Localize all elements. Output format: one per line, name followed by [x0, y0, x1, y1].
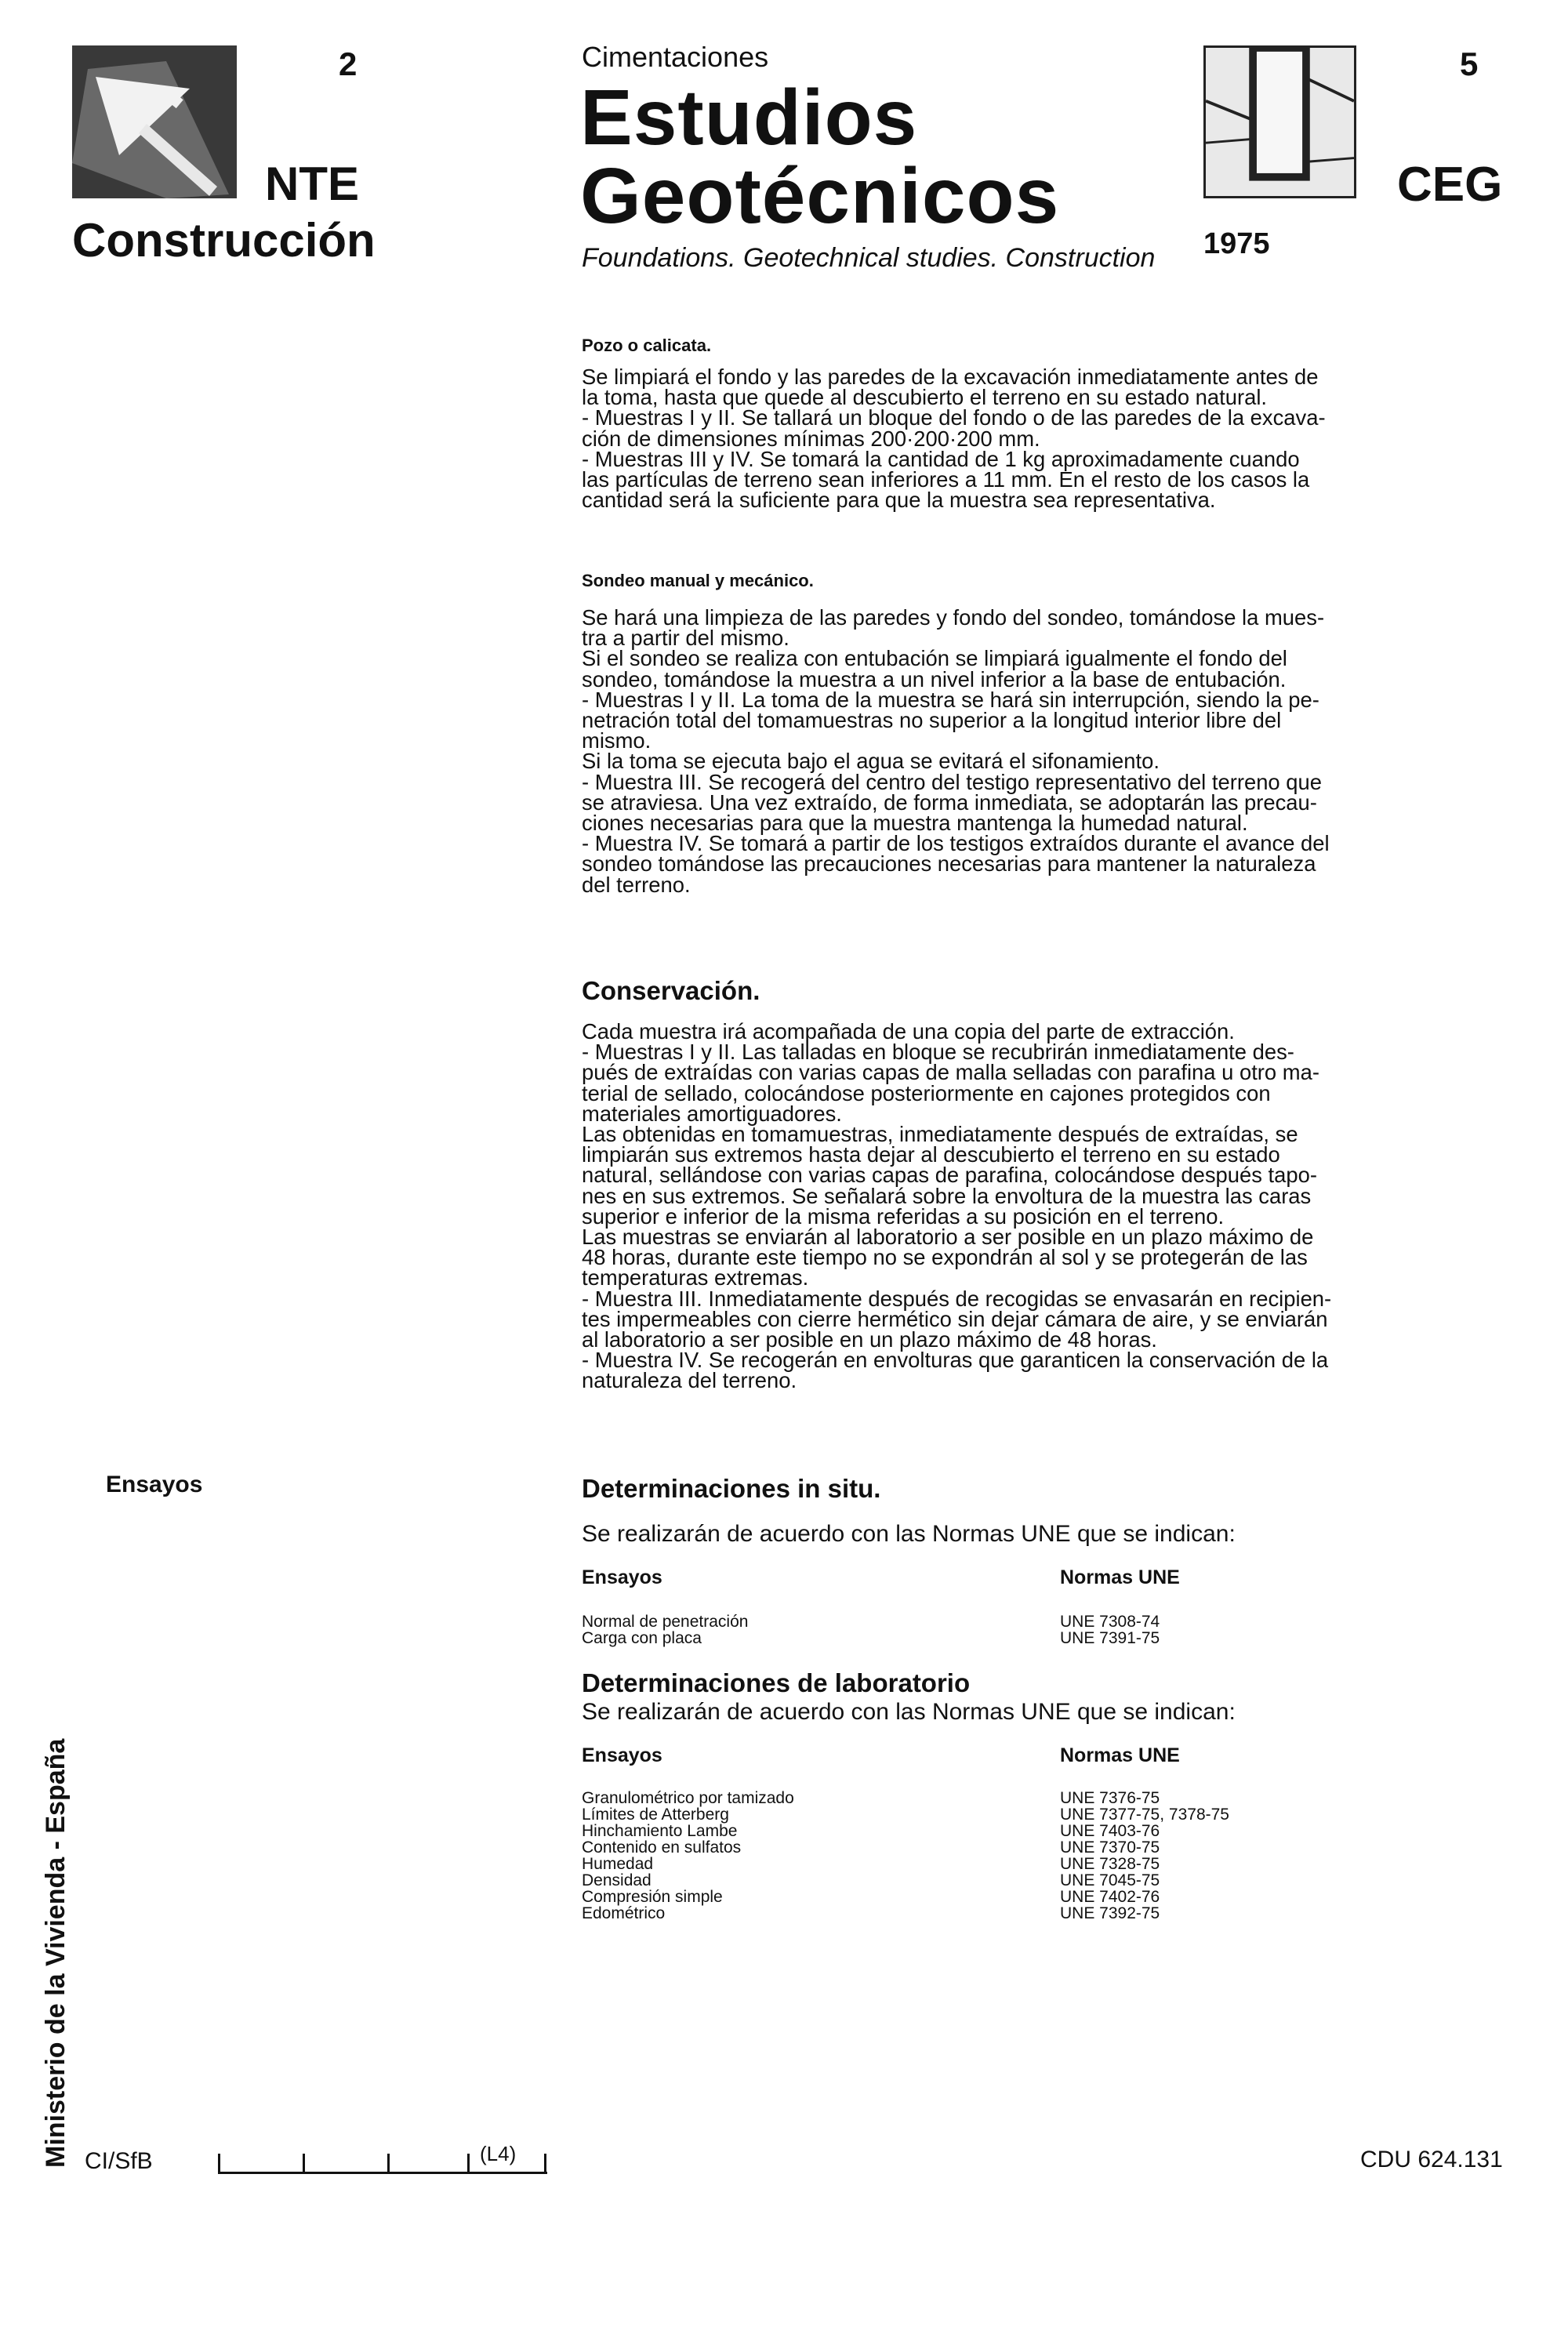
laboratorio-table: [582, 1744, 1491, 1933]
text-line: nes en sus extremos. Se señalará sobre la envoltura de la muestra las caras: [582, 1183, 1312, 1208]
scale-tick: [467, 2154, 470, 2174]
text-line: al laboratorio a ser posible en un plazo máximo de 48 horas.: [582, 1327, 1157, 1352]
ceg-code: CEG: [1397, 158, 1503, 212]
table-header-ensayos: Ensayos: [582, 1566, 662, 1588]
scale-tick: [387, 2154, 390, 2174]
page-title-line2: Geotécnicos: [580, 152, 1060, 240]
text-line: Cada muestra irá acompañada de una copia del parte de extracción.: [582, 1019, 1235, 1044]
text-line: ción de dimensiones mínimas 200·200·200 mm.: [582, 426, 1040, 451]
text-line: Se limpiará el fondo y las paredes de la excavación inmediatamente antes de: [582, 365, 1319, 389]
scale-tick: [544, 2154, 546, 2174]
foundation-pit-icon: [1206, 48, 1354, 196]
section-body-pozo: [582, 365, 1491, 513]
ceg-pictogram: [1203, 45, 1356, 198]
page-subtitle: Foundations. Geotechnical studies. Construction: [582, 243, 1156, 273]
table-cell-ensayo: Humedad: [582, 1855, 654, 1873]
text-line: la toma, hasta que quede al descubierto el terreno en su estado natural.: [582, 385, 1268, 410]
insitu-table: [582, 1566, 1491, 1645]
table-cell-norma: UNE 7392-75: [1060, 1904, 1160, 1922]
table-cell-norma: UNE 7403-76: [1060, 1822, 1160, 1840]
section-body-sondeo: [582, 605, 1491, 897]
text-line: limpiarán sus extremos hasta dejar al descubierto el terreno en su estado: [582, 1142, 1280, 1167]
text-line: - Muestra IV. Se tomará a partir de los testigos extraídos durante el avance del: [582, 831, 1330, 856]
insitu-intro: Se realizarán de acuerdo con las Normas UNE que se indican:: [582, 1521, 1236, 1547]
laboratorio-intro: Se realizarán de acuerdo con las Normas UNE que se indican:: [582, 1699, 1236, 1725]
table-cell-norma: UNE 7377-75, 7378-75: [1060, 1806, 1229, 1824]
table-cell-norma: UNE 7391-75: [1060, 1629, 1160, 1647]
text-line: se atraviesa. Una vez extraído, de forma inmediata, se adoptarán las precau-: [582, 789, 1317, 815]
text-line: - Muestras I y II. Las talladas en bloque se recubrirán inmediatamente des-: [582, 1040, 1294, 1065]
text-line: cantidad será la suficiente para que la muestra sea representativa.: [582, 488, 1216, 513]
ensayos-label: Ensayos: [106, 1472, 203, 1497]
table-header-normas: Normas UNE: [1060, 1744, 1180, 1766]
year-label: 1975: [1203, 227, 1270, 260]
page-number-left: 2: [339, 45, 358, 82]
text-line: - Muestra IV. Se recogerán en envolturas que garanticen la conservación de la: [582, 1348, 1329, 1373]
section-heading-laboratorio: Determinaciones de laboratorio: [582, 1668, 971, 1697]
section-heading-sondeo: Sondeo manual y mecánico.: [582, 571, 814, 590]
table-cell-norma: UNE 7308-74: [1060, 1613, 1160, 1631]
text-line: pués de extraídas con varias capas de malla selladas con parafina u otro ma-: [582, 1060, 1319, 1085]
text-line: Si el sondeo se realiza con entubación se limpiará igualmente el fondo del: [582, 646, 1287, 671]
text-line: temperaturas extremas.: [582, 1265, 809, 1290]
text-line: ciones necesarias para que la muestra mantenga la humedad natural.: [582, 811, 1248, 836]
text-line: - Muestras I y II. La toma de la muestra se hará sin interrupción, siendo la pe-: [582, 687, 1319, 712]
ministry-text: Ministerio de la Vivienda - España: [41, 1738, 71, 2168]
text-line: sondeo, tomándose la muestra a un nivel inferior a la base de entubación.: [582, 666, 1287, 691]
text-line: las partículas de terreno sean inferiores a 11 mm. En el resto de los casos la: [582, 467, 1310, 492]
table-cell-norma: UNE 7328-75: [1060, 1855, 1160, 1873]
text-line: Las muestras se enviarán al laboratorio a ser posible en un plazo máximo de: [582, 1225, 1314, 1250]
table-header-ensayos: Ensayos: [582, 1744, 662, 1766]
text-line: natural, sellándose con varias capas de parafina, colocándose después tapo-: [582, 1163, 1317, 1188]
page-number-right: 5: [1460, 45, 1479, 82]
table-cell-ensayo: Hinchamiento Lambe: [582, 1822, 738, 1840]
table-cell-ensayo: Edométrico: [582, 1904, 666, 1922]
cisfb-code: (L4): [480, 2142, 517, 2165]
page-title-line1: Estudios: [580, 74, 918, 162]
text-line: terial de sellado, colocándose posteriormente en cajones protegidos con: [582, 1080, 1271, 1105]
table-header-normas: Normas UNE: [1060, 1566, 1180, 1588]
scale-tick: [218, 2154, 220, 2174]
section-body-conservacion: [582, 1019, 1491, 1393]
text-line: tra a partir del mismo.: [582, 626, 789, 651]
text-line: - Muestra III. Se recogerá del centro del testigo representativo del terreno que: [582, 769, 1322, 794]
ministry-label: [41, 1697, 72, 2168]
table-cell-ensayo: Contenido en sulfatos: [582, 1838, 742, 1857]
text-line: - Muestras I y II. Se tallará un bloque del fondo o de las paredes de la excava-: [582, 405, 1326, 430]
scale-tick: [303, 2154, 305, 2174]
section-heading-conservacion: Conservación.: [582, 976, 760, 1005]
text-line: - Muestras III y IV. Se tomará la cantidad de 1 kg aproximadamente cuando: [582, 446, 1300, 471]
trowel-icon: [72, 45, 237, 198]
nte-logo: [72, 45, 237, 198]
section-heading-insitu: Determinaciones in situ.: [582, 1474, 881, 1503]
table-cell-ensayo: Densidad: [582, 1871, 652, 1889]
text-line: mismo.: [582, 728, 652, 753]
cdu-code: CDU 624.131: [1360, 2147, 1503, 2172]
table-cell-norma: UNE 7045-75: [1060, 1871, 1160, 1889]
nte-label: NTE: [265, 158, 359, 210]
text-line: Si la toma se ejecuta bajo el agua se evitará el sifonamiento.: [582, 749, 1160, 774]
text-line: superior e inferior de la misma referidas a su posición en el terreno.: [582, 1203, 1225, 1229]
text-line: netración total del tomamuestras no superior a la longitud interior libre del: [582, 708, 1282, 733]
cisfb-label: CI/SfB: [85, 2148, 153, 2174]
series-label: Cimentaciones: [582, 41, 769, 73]
table-cell-norma: UNE 7376-75: [1060, 1789, 1160, 1807]
text-line: 48 horas, durante este tiempo no se expondrán al sol y se protegerán de las: [582, 1245, 1308, 1270]
table-cell-ensayo: Compresión simple: [582, 1888, 723, 1906]
text-line: materiales amortiguadores.: [582, 1101, 842, 1126]
text-line: Las obtenidas en tomamuestras, inmediatamente después de extraídas, se: [582, 1122, 1298, 1147]
text-line: del terreno.: [582, 872, 691, 897]
table-cell-ensayo: Límites de Atterberg: [582, 1806, 729, 1824]
text-line: tes impermeables con cierre hermético sin dejar cámara de aire, y se enviarán: [582, 1306, 1328, 1331]
table-cell-ensayo: Carga con placa: [582, 1629, 702, 1647]
table-cell-norma: UNE 7402-76: [1060, 1888, 1160, 1906]
table-cell-norma: UNE 7370-75: [1060, 1838, 1160, 1857]
text-line: - Muestra III. Inmediatamente después de recogidas se envasarán en recipien-: [582, 1286, 1332, 1311]
table-cell-ensayo: Granulométrico por tamizado: [582, 1789, 794, 1807]
section-heading-pozo: Pozo o calicata.: [582, 336, 712, 355]
text-line: Se hará una limpieza de las paredes y fondo del sondeo, tomándose la mues-: [582, 605, 1325, 630]
text-line: sondeo tomándose las precauciones necesarias para mantener la naturaleza: [582, 851, 1316, 877]
construccion-label: Construcción: [72, 214, 376, 267]
text-line: naturaleza del terreno.: [582, 1368, 797, 1393]
table-cell-ensayo: Normal de penetración: [582, 1613, 749, 1631]
cisfb-classification-bar: [218, 2142, 547, 2174]
